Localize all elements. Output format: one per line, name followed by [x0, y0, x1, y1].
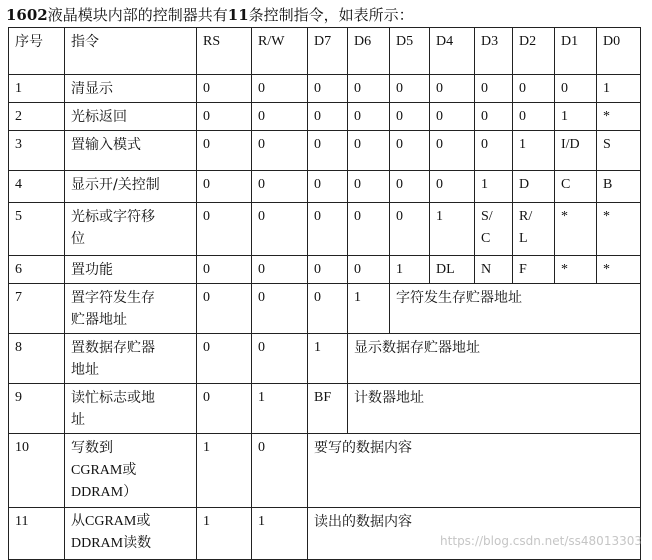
d6-cell: 1 — [348, 284, 390, 334]
row-number: 6 — [9, 256, 65, 284]
caption-count: 11 — [227, 6, 249, 24]
header-instruction: 指令 — [65, 28, 197, 75]
d1-cell: 0 — [555, 75, 597, 103]
rw-cell: 0 — [252, 103, 308, 131]
d0-cell: S — [597, 131, 641, 171]
rw-cell: 0 — [252, 284, 308, 334]
caption-model-number: 1602 — [6, 6, 48, 24]
rs-cell: 1 — [197, 434, 252, 508]
row-number: 2 — [9, 103, 65, 131]
d1-cell: I/D — [555, 131, 597, 171]
data-field: 读出的数据内容 — [308, 508, 641, 560]
d0-cell: 1 — [597, 75, 641, 103]
instruction-line-3: DDRAM） — [71, 485, 138, 500]
instruction-line-2: 位 — [71, 231, 85, 247]
header-d2: D2 — [513, 28, 555, 75]
d3-cell: N — [475, 256, 513, 284]
header-d1: D1 — [555, 28, 597, 75]
rs-cell: 0 — [197, 75, 252, 103]
rs-cell: 1 — [197, 508, 252, 560]
row-number: 10 — [9, 434, 65, 508]
instruction-line-2: 地址 — [71, 362, 99, 378]
instruction-line-1: 读忙标志或地 — [71, 390, 155, 406]
d2-cell: 1 — [513, 131, 555, 171]
instruction-name: 清显示 — [65, 75, 197, 103]
rw-cell: 1 — [252, 384, 308, 434]
d7-cell: 0 — [308, 75, 348, 103]
caption-text-2: 条控制指令，如表所示： — [248, 6, 414, 24]
header-row — [9, 28, 641, 75]
rs-cell: 0 — [197, 256, 252, 284]
instruction-name — [65, 203, 197, 256]
row-number: 7 — [9, 284, 65, 334]
header-d7: D7 — [308, 28, 348, 75]
d0-cell: B — [597, 171, 641, 203]
instruction-name: 置功能 — [65, 256, 197, 284]
rw-cell: 0 — [252, 171, 308, 203]
d6-cell: 0 — [348, 75, 390, 103]
instruction-name — [65, 334, 197, 384]
table-row — [9, 203, 641, 256]
row-number: 11 — [9, 508, 65, 560]
table-row — [9, 103, 641, 131]
d1-cell: 1 — [555, 103, 597, 131]
d0-cell: * — [597, 103, 641, 131]
instruction-line-1: 从CGRAM或 — [71, 514, 151, 529]
table-caption — [6, 4, 414, 25]
d5-cell: 0 — [390, 171, 430, 203]
table-row — [9, 334, 641, 384]
rw-cell: 0 — [252, 75, 308, 103]
d4-cell: 1 — [430, 203, 475, 256]
header-rs: RS — [197, 28, 252, 75]
rw-cell: 0 — [252, 203, 308, 256]
d2-line-2: L — [519, 231, 528, 246]
d4-cell: 0 — [430, 131, 475, 171]
header-rw: R/W — [252, 28, 308, 75]
d3-cell: 1 — [475, 171, 513, 203]
rw-cell: 0 — [252, 256, 308, 284]
d0-cell: * — [597, 256, 641, 284]
header-d6: D6 — [348, 28, 390, 75]
rs-cell: 0 — [197, 131, 252, 171]
instruction-line-1: 光标或字符移 — [71, 209, 155, 225]
d6-cell: 0 — [348, 131, 390, 171]
rw-cell: 0 — [252, 131, 308, 171]
d1-cell: * — [555, 256, 597, 284]
d5-cell: 0 — [390, 131, 430, 171]
instruction-line-2: 贮器地址 — [71, 312, 127, 328]
instruction-line-1: 置数据存贮器 — [71, 340, 155, 356]
d4-cell: DL — [430, 256, 475, 284]
d7-cell: 1 — [308, 334, 348, 384]
watermark: https://blog.csdn.net/ss48013303 — [440, 534, 642, 548]
caption-text-1: 液晶模块内部的控制器共有 — [47, 6, 228, 24]
d3-cell: 0 — [475, 103, 513, 131]
d0-cell: * — [597, 203, 641, 256]
address-field: 显示数据存贮器地址 — [348, 334, 641, 384]
instruction-name: 置输入模式 — [65, 131, 197, 171]
d2-cell: F — [513, 256, 555, 284]
header-no: 序号 — [9, 28, 65, 75]
row-number: 5 — [9, 203, 65, 256]
d3-line-1: S/ — [481, 209, 493, 224]
header-d5: D5 — [390, 28, 430, 75]
d2-cell: 0 — [513, 103, 555, 131]
d6-cell: 0 — [348, 203, 390, 256]
d5-cell: 0 — [390, 103, 430, 131]
instruction-name — [65, 284, 197, 334]
d7-cell: 0 — [308, 256, 348, 284]
address-field: 字符发生存贮器地址 — [390, 284, 641, 334]
d3-cell: 0 — [475, 131, 513, 171]
d4-cell: 0 — [430, 171, 475, 203]
data-field: 要写的数据内容 — [308, 434, 641, 508]
rw-cell: 0 — [252, 434, 308, 508]
rs-cell: 0 — [197, 171, 252, 203]
d3-cell — [475, 203, 513, 256]
instruction-name: 光标返回 — [65, 103, 197, 131]
d7-cell: 0 — [308, 171, 348, 203]
rw-cell: 1 — [252, 508, 308, 560]
d7-cell: 0 — [308, 203, 348, 256]
row-number: 8 — [9, 334, 65, 384]
table-row — [9, 75, 641, 103]
rw-cell: 0 — [252, 334, 308, 384]
command-table — [8, 27, 641, 560]
row-number: 9 — [9, 384, 65, 434]
instruction-line-1: 写数到 — [71, 440, 113, 456]
rs-cell: 0 — [197, 203, 252, 256]
instruction-line-2: 址 — [71, 412, 85, 428]
table-row — [9, 171, 641, 203]
d4-cell: 0 — [430, 75, 475, 103]
instruction-line-2: DDRAM读数 — [71, 536, 152, 551]
instruction-line-1: 置字符发生存 — [71, 290, 155, 306]
table-row — [9, 256, 641, 284]
instruction-line-2: CGRAM或 — [71, 463, 137, 478]
d7-cell: BF — [308, 384, 348, 434]
instruction-name — [65, 434, 197, 508]
rs-cell: 0 — [197, 334, 252, 384]
instruction-name — [65, 384, 197, 434]
d5-cell: 0 — [390, 75, 430, 103]
d1-cell: C — [555, 171, 597, 203]
d2-line-1: R/ — [519, 209, 533, 224]
d7-cell: 0 — [308, 284, 348, 334]
row-number: 4 — [9, 171, 65, 203]
row-number: 3 — [9, 131, 65, 171]
d3-cell: 0 — [475, 75, 513, 103]
d7-cell: 0 — [308, 103, 348, 131]
header-d0: D0 — [597, 28, 641, 75]
d7-cell: 0 — [308, 131, 348, 171]
d2-cell: D — [513, 171, 555, 203]
d1-cell: * — [555, 203, 597, 256]
row-number: 1 — [9, 75, 65, 103]
d6-cell: 0 — [348, 171, 390, 203]
d2-cell: 0 — [513, 75, 555, 103]
d3-line-2: C — [481, 231, 491, 246]
header-d3: D3 — [475, 28, 513, 75]
d2-cell — [513, 203, 555, 256]
rs-cell: 0 — [197, 284, 252, 334]
table-row — [9, 434, 641, 508]
rs-cell: 0 — [197, 103, 252, 131]
d4-cell: 0 — [430, 103, 475, 131]
address-field: 计数器地址 — [348, 384, 641, 434]
d5-cell: 1 — [390, 256, 430, 284]
instruction-name: 显示开/关控制 — [65, 171, 197, 203]
table-row — [9, 284, 641, 334]
d6-cell: 0 — [348, 103, 390, 131]
d6-cell: 0 — [348, 256, 390, 284]
rs-cell: 0 — [197, 384, 252, 434]
table-row — [9, 131, 641, 171]
header-d4: D4 — [430, 28, 475, 75]
d5-cell: 0 — [390, 203, 430, 256]
instruction-name — [65, 508, 197, 560]
table-row — [9, 384, 641, 434]
